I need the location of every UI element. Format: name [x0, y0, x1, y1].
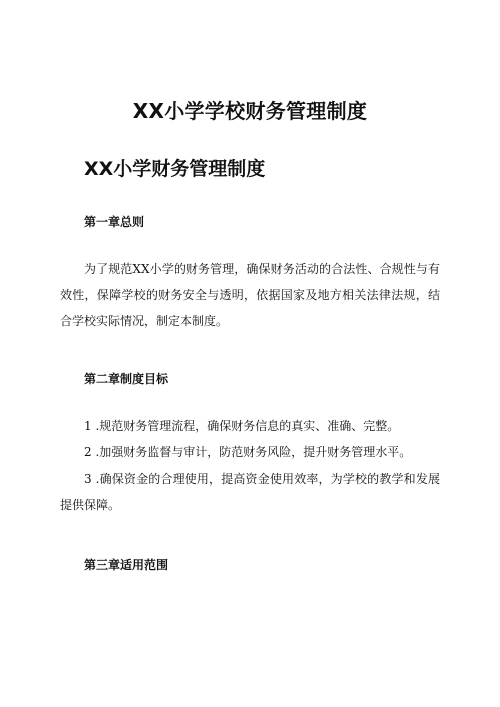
chapter-heading-objectives: 第二章制度目标: [84, 372, 169, 386]
objective-item: 2 .加强财务监督与审计，防范财务风险，提升财务管理水平。: [84, 445, 412, 459]
document-subtitle: XX小学财务管理制度: [84, 158, 266, 180]
chapter-heading-general: 第一章总则: [84, 215, 145, 229]
objective-item: 3 .确保资金的合理使用，提高资金使用效率，为学校的教学和发展提供保障。: [60, 472, 440, 512]
objective-item: 1 .规范财务管理流程，确保财务信息的真实、准确、完整。: [84, 419, 400, 433]
chapter-heading-scope: 第三章适用范围: [84, 558, 169, 572]
document-title: XX小学学校财务管理制度: [132, 99, 368, 123]
general-provisions-paragraph: 为了规范XX小学的财务管理，确保财务活动的合法性、合规性与有效性，保障学校的财务安全与透明，依据国家及地方相关法律法规，结合学校实际情况，制定本制度。: [60, 262, 440, 328]
